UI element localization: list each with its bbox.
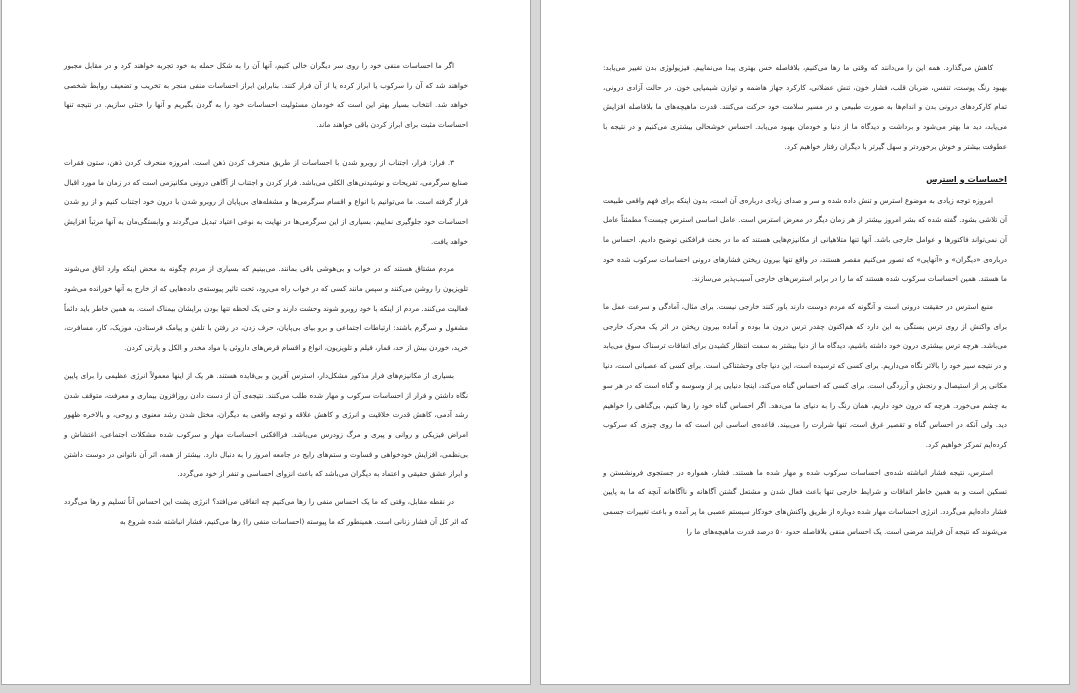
document-page-right — [541, 0, 1069, 684]
paragraph: استرس، نتیجه فشار انباشته شده‌ی احساسات سرکوب شده و مهار شده ما هستند. فشار، همواره در جستجوی فرونشستن و تسکین است و به همین خاطر اتفاقات و شرایط خارجی تنها باعث فعال شدن و مشتعل گشتن آگاهانه و ناآگاهانه آنچه که ما به پایین فشار داده‌ایم می‌گردد. انرژی احساسات مهار شده دوباره از طریق واکنش‌های خودکار سیستم عصبی ما پر آمده و باعث تغییرات جسمی می‌شوند که نتیجه آن فرایند مرضی است. یک احساس منفی بلافاصله حدود ۵۰ درصد قدرت ماهیچه‌های ما را — [603, 467, 1007, 536]
paragraph: در نقطه مقابل، وقتی که ما یک احساس منفی را رها می‌کنیم چه اتفاقی می‌افتد؟ انرژی پشت این احساس آناً تسلیم و رها می‌گردد که اثر کل آن فشار زنانی است. همینطور که ما پیوسته (احساسات منفی را) رها می‌کنیم، فشار انباشته شده شروع به — [64, 497, 468, 526]
paragraph: منبع استرس در حقیقت درونی است و آنگونه که مردم دوست دارند باور کنند خارجی نیست. برای مثال، آمادگی و سرعت عمل ما برای واکنش از روی ترس بستگی به این دارد که هم‌اکنون چقدر ترس درون ما بوده و آماده بیرون ریختن در اثر یک محرک خارجی می‌باشد. هرچه ترس بیشتری درون خود داشته باشیم، دیدگاه ما از دنیا بیشتر به سمت انتظار کشیدن برای اتفاقات ترسناک سوق می‌یابد و در نتیجه سیر خود را بالاتر نگاه می‌داریم. برای کسی که ترسیده است، این دنیا جای وحشتناکی است. برای کسی که عصبانی است، دنیا مکانی پر از استیصال و رنجش و آزردگی است. برای کسی که احساس گناه می‌کند، اینجا دنیایی پر از وسوسه و گناه است که در هر سو به چشم می‌خورد. هرچه که درون خود داریم، همان رنگ را به دنیای ما می‌دهد. اگر احساس گناه خود را رها کنیم، بی‌گناهی را خواهیم دید. ولی آنکه در احساس گناه و تقصیر غرق است، تنها شرارت را می‌بیند. قاعده‌ی اساسی این است که ما روی چیزی که سرکوب کرده‌ایم تمرکز خواهیم کرد. — [603, 302, 1007, 449]
paragraph: امروزه توجه زیادی به موضوع استرس و تنش داده شده و سر و صدای زیادی درباره‌ی آن است، بدون اینکه برای فهم واقعی طبیعت آن تلاشی بشود. گفته شده که بشر امروز بیشتر از هر زمان دیگر در معرض استرس است. عامل اساسی استرس چیست؟ مطمئناً عامل آن نمی‌تواند فاکتورها و عوامل خارجی باشد. آنها تنها متلاهیانی از مکانیزم‌هایی هستند که ما در بحث فرافکنی توضیح دادیم. احساس ما درباره‌ی «دیگران» و «آنهایی» که تصور می‌کنیم مقصر هستند، در واقع تنها بیرون ریختن فشارهای درونی احساسات سرکوب شده خود ما هستند. همین احساسات سرکوب شده هستند که ما را در برابر استرس‌های خارجی آسیب‌پذیر می‌سازند. — [603, 195, 1007, 284]
paragraph: اگر ما احساسات منفی خود را روی سر دیگران خالی کنیم، آنها آن را به شکل حمله به خود تجربه خواهند کرد و در مقابل مجبور خواهند شد که آن را سرکوب یا ابراز کرده یا از آن فرار کنند. بنابراین ابراز احساسات منفی منجر به تخریب و تضعیف روابط شخصی خواهد شد. انتخاب بسیار بهتر این است که خودمان مسئولیت احساسات خود را به گردن بگیریم و آنها را خنثی سازیم. در نتیجه تنها احساسات مثبت برای ابراز کردن باقی خواهند ماند. — [64, 61, 468, 130]
document-page-left — [2, 0, 530, 684]
section-heading: احساسات و استرس — [926, 173, 1007, 184]
page-body — [603, 58, 1007, 549]
page-body — [64, 56, 468, 539]
paragraph: بسیاری از مکانیزم‌های فرار مذکور مشکل‌دار، استرس آفرین و بی‌فایده هستند. هر یک از اینها معمولاً انرژی عظیمی را برای پایین نگاه داشتن و فرار از احساسات سرکوب و مهار شده طلب می‌کنند. نتیجه‌ی آن از دست دادن روزافزون بیماری و معرفت، متوقف شدن رشد آدمی، کاهش قدرت خلاقیت و انرژی و کاهش علاقه و توجه واقعی به دیگران، مختل شدن رشد معنوی و روحی، و بالاخره ظهور امراض فیزیکی و روانی و پیری و مرگ زودرس می‌باشد. فراافکنی احساسات مهار و سرکوب شده مشکلات اجتماعی، اغتشاش و بی‌نظمی، افزایش خودخواهی و قساوت و ستم‌های رایج در جامعه امروز را به دنبال دارد. بیشتر از همه، اثر آن ناتوانی در دوست داشتن و ابراز عشق حقیقی و اعتماد به دیگران می‌باشد که باعث انزوای احساسی و تنفر از خود می‌گردد. — [64, 370, 468, 479]
paragraph: کاهش می‌گذارد. همه این را می‌دانند که وقتی ما رها می‌کنیم، بلافاصله حس بهتری پیدا می‌نماییم. فیزیولوژی بدن تغییر می‌یابد: بهبود رنگ پوست، تنفس، ضربان قلب، فشار خون، تنش عضلانی، کارکرد جهاز هاضمه و توازن شیمیایی خون. در حالت آزادی درونی، تمام کارکردهای درونی بدن و اندام‌ها به صورت طبیعی و در مسیر سلامت خود حرکت می‌کنند. قدرت ماهیچه‌های ما بلافاصله افزایش می‌یابد، دید ما بهتر می‌شود و برداشت و دیدگاه ما از دنیا و خودمان بهبود می‌یابد. احساس خوشحالی بیشتری می‌کنیم و در نتیجه با عطوفت بیشتر و خوش برخوردتر و سهل گیرتر با دیگران رفتار خواهیم کرد. — [603, 63, 1007, 151]
paragraph: مردم مشتاق هستند که در خواب و بی‌هوشی باقی بمانند. می‌بینیم که بسیاری از مردم چگونه به محض اینکه وارد اتاق می‌شوند تلویزیون را روشن می‌کنند و سپس مانند کسی که در خواب راه می‌رود، تحت تاثیر پیوسته‌ی داده‌هایی که از خارج به آنها خورانده می‌شود فعالیت می‌کنند. مردم از اینکه با خود روبرو شوند وحشت دارند و حتی یک لحظه تنها بودن برایشان بیمناک است. به همین خاطر باید دائماً مشغول و سرگرم باشند: ارتباطات اجتماعی و برو بیای بی‌پایان، حرف زدن، در رفتن با تلفن و پیامک فرستادن، موزیک، کار، مسافرت، خرید، خوردن بیش از حد، قمار، فیلم و تلویزیون، انواع و اقسام قرص‌های داروئی یا مواد مخدر و الکل و پارتی کردن. — [64, 264, 468, 353]
paragraph: ۳. فرار: فرار، اجتناب از روبرو شدن با احساسات از طریق منحرف کردن ذهن است. امروزه منحرف کردن ذهن، ستون فقرات صنایع سرگرمی، تفریحات و نوشیدنی‌های الکلی می‌باشد. فرار کردن و اجتناب از آگاهی درونی مکانیزمی است که در زمان ما مورد اقبال قرار گرفته است. ما می‌توانیم با انواع و اقسام سرگرمی‌ها و مشغله‌های بی‌پایان از روبرو شدن با درون خود اجتناب کنیم و از رو شدن احساسات خود جلوگیری نماییم. بسیاری از این سرگرمی‌ها در نهایت به نوعی اعتیاد تبدیل می‌گردند و وابستگی‌مان به آنها مرتباً افزایش خواهد یافت. — [64, 157, 468, 246]
